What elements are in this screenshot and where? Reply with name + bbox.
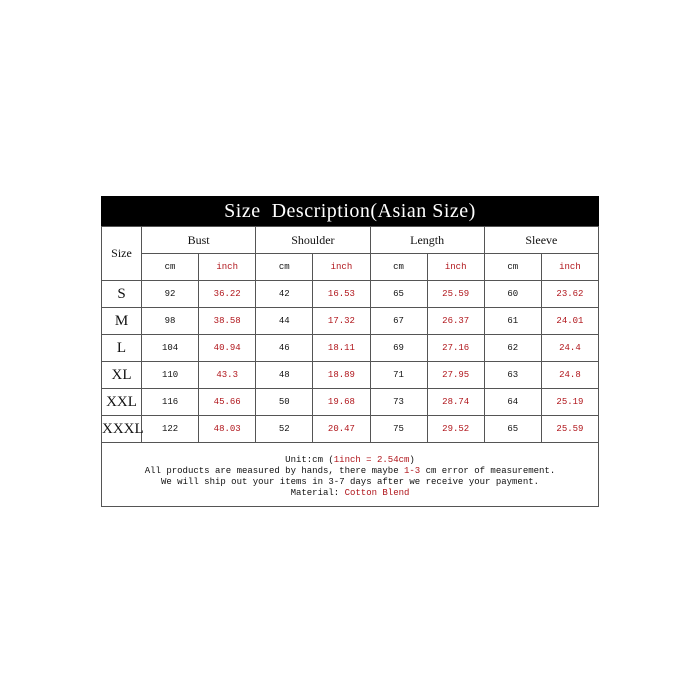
table-row [102,281,599,308]
cm-value: 44 [256,308,313,335]
size-label: XXL [102,389,142,416]
inch-value: 38.58 [199,308,256,335]
column-header-shoulder: Shoulder [256,227,370,254]
cm-value: 52 [256,416,313,443]
inch-value: 45.66 [199,389,256,416]
inch-value: 25.59 [541,416,598,443]
size-label: XXXL [102,416,142,443]
table-row [102,389,599,416]
cm-value: 42 [256,281,313,308]
cm-value: 122 [142,416,199,443]
cm-value: 73 [370,389,427,416]
inch-value: 24.01 [541,308,598,335]
cm-value: 50 [256,389,313,416]
inch-value: 18.89 [313,362,370,389]
inch-value: 20.47 [313,416,370,443]
inch-value: 26.37 [427,308,484,335]
inch-value: 27.95 [427,362,484,389]
cm-value: 75 [370,416,427,443]
inch-value: 24.8 [541,362,598,389]
inch-value: 19.68 [313,389,370,416]
measure-note: All products are measured by hands, there maybe 1-3 cm error of measurement. [144,466,556,476]
unit-cm: cm [142,254,199,281]
inch-value: 23.62 [541,281,598,308]
unit-cm: cm [256,254,313,281]
cm-value: 63 [484,362,541,389]
header-row [102,227,599,254]
table-row [102,335,599,362]
chart-title: Size Description(Asian Size) [101,196,599,226]
cm-value: 64 [484,389,541,416]
unit-note: Unit:cm (1inch = 2.54cm) [285,455,415,465]
inch-value: 17.32 [313,308,370,335]
size-table [101,226,599,443]
size-label: XL [102,362,142,389]
cm-value: 67 [370,308,427,335]
cm-value: 71 [370,362,427,389]
cm-value: 46 [256,335,313,362]
unit-inch: inch [541,254,598,281]
inch-value: 16.53 [313,281,370,308]
unit-inch: inch [427,254,484,281]
cm-value: 62 [484,335,541,362]
column-header-bust: Bust [142,227,256,254]
table-row [102,362,599,389]
column-header-length: Length [370,227,484,254]
inch-value: 29.52 [427,416,484,443]
inch-value: 27.16 [427,335,484,362]
cm-value: 104 [142,335,199,362]
size-label: L [102,335,142,362]
inch-value: 25.59 [427,281,484,308]
cm-value: 98 [142,308,199,335]
unit-inch: inch [199,254,256,281]
inch-value: 36.22 [199,281,256,308]
cm-value: 65 [370,281,427,308]
size-header: Size [102,227,142,281]
inch-value: 43.3 [199,362,256,389]
ship-note: We will ship out your items in 3-7 days after we receive your payment. [160,477,540,487]
material-note: Material: Cotton Blend [290,488,410,498]
inch-value: 25.19 [541,389,598,416]
cm-value: 110 [142,362,199,389]
size-label: S [102,281,142,308]
cm-value: 65 [484,416,541,443]
cm-value: 116 [142,389,199,416]
cm-value: 92 [142,281,199,308]
inch-value: 48.03 [199,416,256,443]
column-header-sleeve: Sleeve [484,227,598,254]
table-row [102,416,599,443]
inch-value: 24.4 [541,335,598,362]
cm-value: 60 [484,281,541,308]
notes [101,443,599,507]
unit-cm: cm [370,254,427,281]
inch-value: 18.11 [313,335,370,362]
inch-value: 28.74 [427,389,484,416]
table-row [102,308,599,335]
unit-row [102,254,599,281]
unit-inch: inch [313,254,370,281]
cm-value: 48 [256,362,313,389]
inch-value: 40.94 [199,335,256,362]
cm-value: 69 [370,335,427,362]
unit-cm: cm [484,254,541,281]
size-chart [101,196,599,507]
cm-value: 61 [484,308,541,335]
size-label: M [102,308,142,335]
